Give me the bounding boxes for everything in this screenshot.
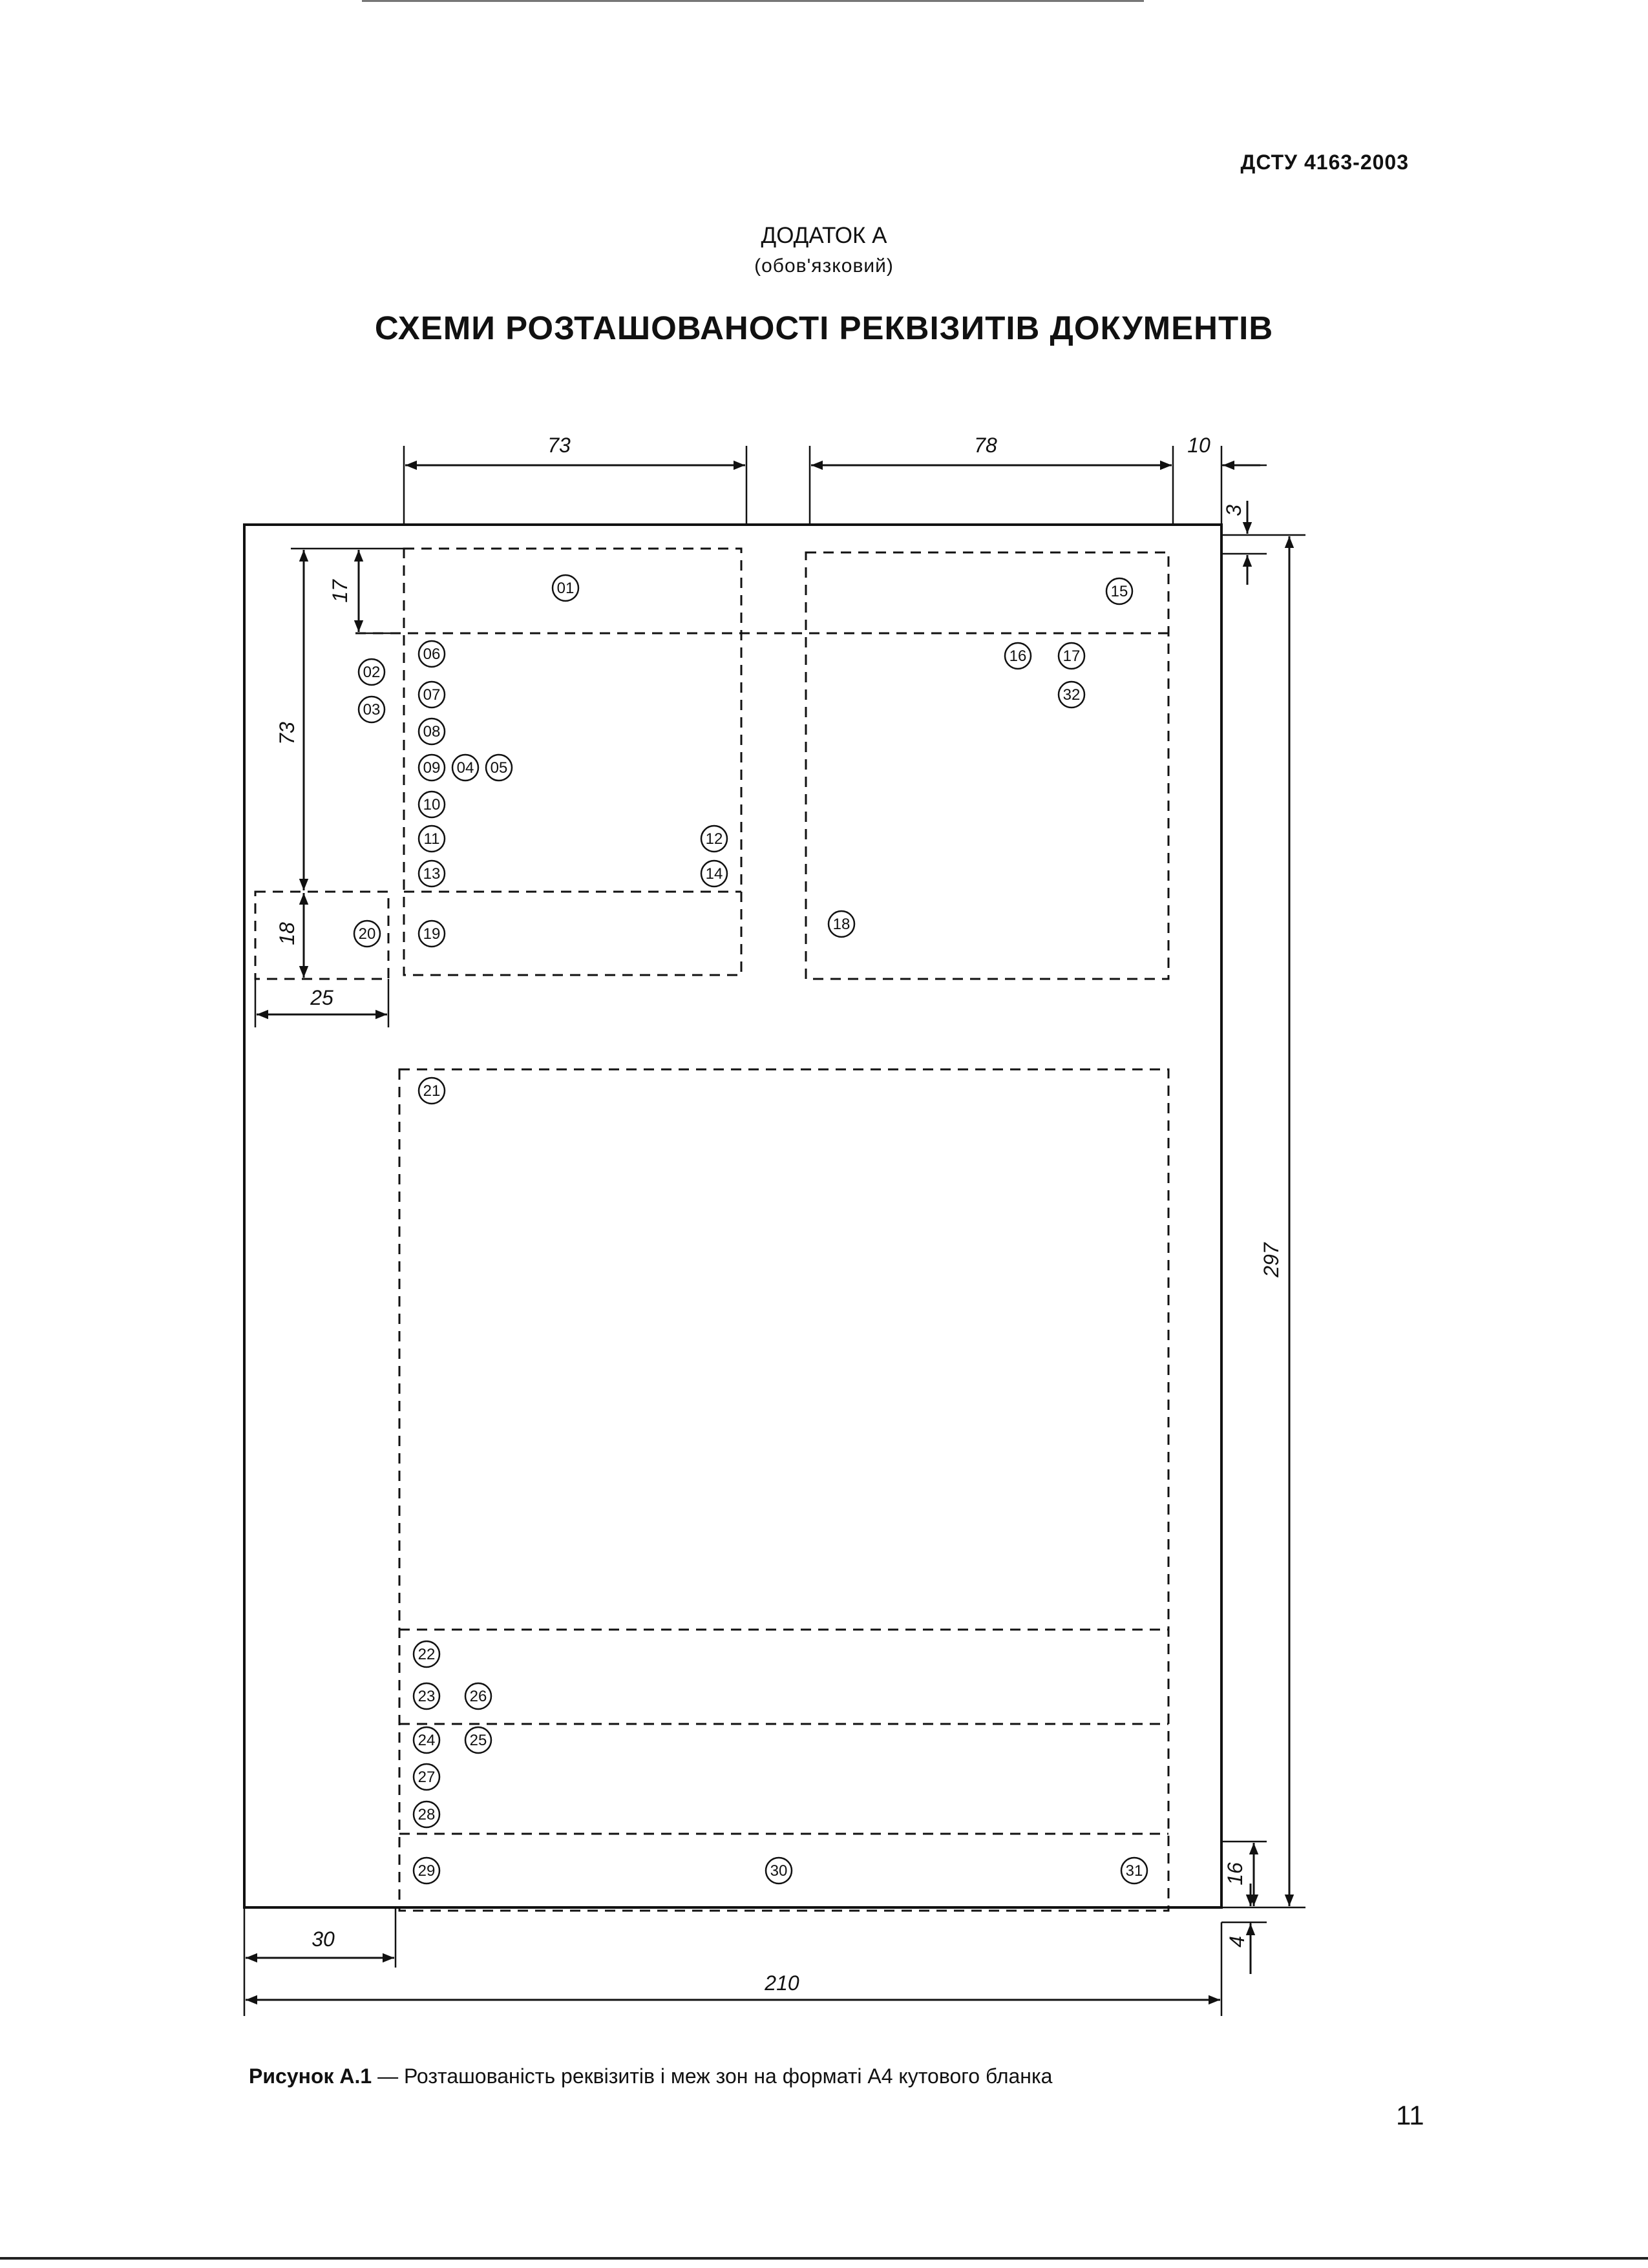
svg-text:15: 15 xyxy=(1110,583,1128,600)
svg-text:13: 13 xyxy=(423,865,441,883)
svg-text:30: 30 xyxy=(770,1862,788,1880)
requisite-marker-01 xyxy=(553,575,578,601)
svg-text:22: 22 xyxy=(417,1646,436,1663)
svg-text:20: 20 xyxy=(358,925,376,943)
svg-text:01: 01 xyxy=(556,580,575,597)
page-number: 11 xyxy=(1396,2100,1424,2130)
requisite-marker-09 xyxy=(419,755,445,781)
page-title: СХЕМИ РОЗТАШОВАНОСТІ РЕКВІЗИТІВ ДОКУМЕНТІВ xyxy=(374,310,1274,346)
svg-text:04: 04 xyxy=(456,759,474,777)
dim-label-73-side: 73 xyxy=(275,722,299,745)
dim-label-78: 78 xyxy=(974,434,997,457)
svg-text:19: 19 xyxy=(423,925,441,943)
zone-top-right xyxy=(806,552,1168,979)
dim-label-25: 25 xyxy=(310,986,333,1009)
annex-status: (обов'язковий) xyxy=(754,255,894,277)
requisite-marker-31 xyxy=(1121,1858,1147,1884)
requisite-marker-32 xyxy=(1059,682,1084,708)
requisite-marker-11 xyxy=(419,826,445,852)
svg-text:10: 10 xyxy=(423,796,441,814)
requisite-marker-16 xyxy=(1005,643,1031,669)
requisite-marker-24 xyxy=(414,1727,439,1753)
requisite-marker-15 xyxy=(1106,578,1132,604)
dim-label-3: 3 xyxy=(1222,505,1245,516)
svg-text:17: 17 xyxy=(1062,647,1081,665)
svg-text:26: 26 xyxy=(469,1688,487,1705)
requisite-marker-20 xyxy=(354,921,380,947)
requisite-marker-17 xyxy=(1059,643,1084,669)
svg-text:06: 06 xyxy=(423,646,441,663)
requisite-marker-27 xyxy=(414,1764,439,1790)
svg-text:32: 32 xyxy=(1062,686,1081,704)
svg-text:09: 09 xyxy=(423,759,441,777)
svg-text:24: 24 xyxy=(417,1732,436,1749)
requisite-marker-26 xyxy=(465,1683,491,1709)
requisite-marker-19 xyxy=(419,921,445,947)
svg-text:12: 12 xyxy=(705,830,723,848)
requisite-marker-21 xyxy=(419,1078,445,1104)
dim-label-30: 30 xyxy=(312,1927,335,1951)
dim-label-16: 16 xyxy=(1223,1862,1247,1885)
standard-code: ДСТУ 4163-2003 xyxy=(1240,151,1409,174)
requisite-marker-02 xyxy=(359,659,385,685)
svg-text:03: 03 xyxy=(363,701,381,719)
svg-text:07: 07 xyxy=(423,686,441,704)
svg-text:23: 23 xyxy=(417,1688,436,1705)
dim-label-17: 17 xyxy=(328,580,352,603)
svg-text:25: 25 xyxy=(469,1732,487,1749)
requisite-marker-13 xyxy=(419,861,445,887)
svg-text:27: 27 xyxy=(417,1769,436,1786)
svg-text:31: 31 xyxy=(1125,1862,1143,1880)
figure-caption-text: — Розташованість реквізитів і меж зон на форматі А4 кутового бланка xyxy=(372,2064,1053,2088)
annex-heading: ДОДАТОК А xyxy=(761,223,887,248)
svg-text:18: 18 xyxy=(832,916,850,933)
dim-label-297: 297 xyxy=(1260,1243,1283,1277)
svg-text:28: 28 xyxy=(417,1806,436,1823)
requisite-marker-29 xyxy=(414,1858,439,1884)
requisite-marker-22 xyxy=(414,1641,439,1667)
svg-text:14: 14 xyxy=(705,865,723,883)
dim-label-4: 4 xyxy=(1225,1936,1249,1948)
zone-main-text xyxy=(399,1069,1168,1911)
svg-text:08: 08 xyxy=(423,723,441,740)
figure-caption xyxy=(249,2064,1052,2088)
scan-bottom-edge-line xyxy=(0,2257,1648,2260)
figure-caption-label: Рисунок А.1 xyxy=(249,2064,372,2088)
dim-label-210: 210 xyxy=(765,1971,799,1995)
requisite-marker-10 xyxy=(419,792,445,817)
requisite-marker-14 xyxy=(701,861,727,887)
dim-label-10: 10 xyxy=(1187,434,1210,457)
svg-text:29: 29 xyxy=(417,1862,436,1880)
a4-page-outline xyxy=(244,525,1221,1907)
requisite-marker-04 xyxy=(452,755,478,781)
requisite-marker-03 xyxy=(359,697,385,722)
dim-label-18: 18 xyxy=(275,922,299,945)
svg-text:16: 16 xyxy=(1009,647,1027,665)
requisite-marker-23 xyxy=(414,1683,439,1709)
requisite-marker-30 xyxy=(766,1858,792,1884)
requisite-marker-06 xyxy=(419,641,445,667)
requisite-marker-08 xyxy=(419,719,445,744)
svg-text:05: 05 xyxy=(490,759,508,777)
svg-text:11: 11 xyxy=(423,830,440,848)
dim-label-73-top: 73 xyxy=(547,434,571,457)
svg-text:02: 02 xyxy=(363,664,381,681)
svg-text:21: 21 xyxy=(423,1082,441,1100)
requisite-marker-18 xyxy=(829,911,854,937)
requisite-marker-25 xyxy=(465,1727,491,1753)
requisite-marker-28 xyxy=(414,1801,439,1827)
requisite-marker-12 xyxy=(701,826,727,852)
requisite-marker-07 xyxy=(419,682,445,708)
requisite-marker-05 xyxy=(486,755,512,781)
